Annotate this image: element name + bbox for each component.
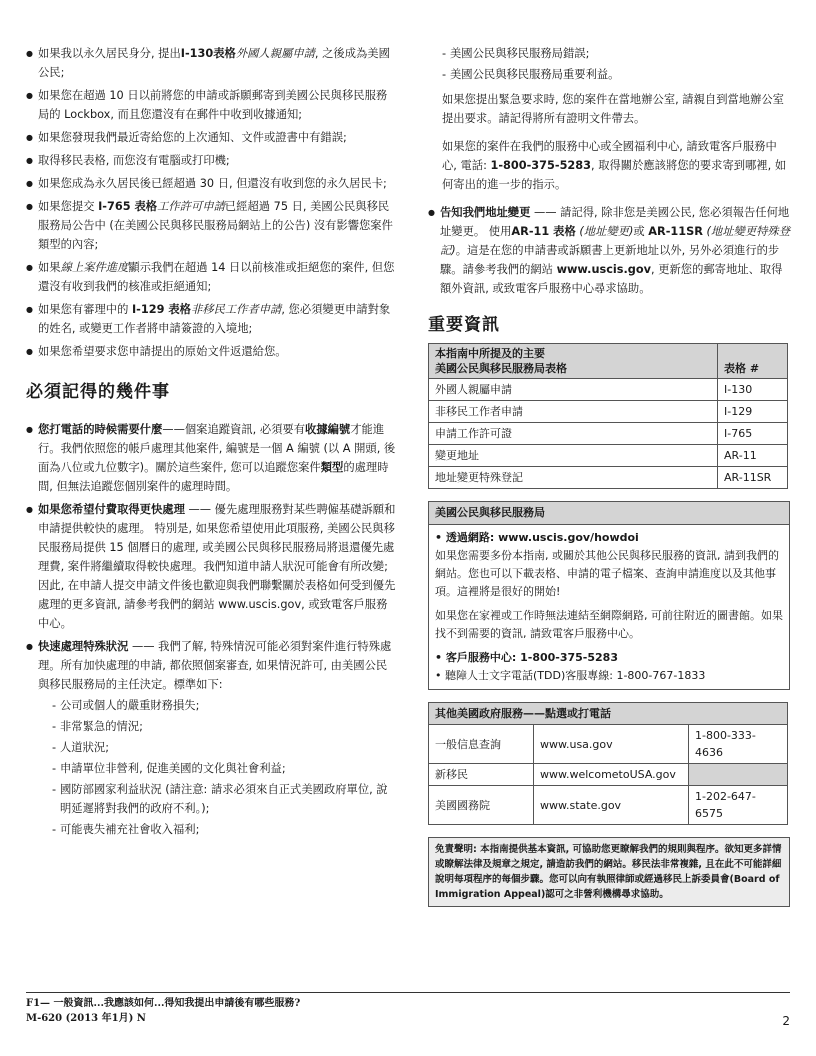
table-row: 美國國務院 www.state.gov 1-202-647-6575 — [429, 786, 788, 825]
table-row: 外國人親屬申請 I-130 — [429, 379, 788, 401]
list-item: ● 如果您希望要求您申請提出的原始文件返還給您。 — [26, 342, 398, 361]
uscis-box-paragraph: 如果您在家裡或工作時無法連結至網際網路, 可前往附近的圖書館。如果找不到需要的資訊, 請致電客戶服務中心。 — [435, 609, 783, 640]
footer-title: F1— 一般資訊...我應該如何...得知我提出申請後有哪些服務? — [26, 998, 301, 1009]
section-heading-important: 重要資訊 — [428, 315, 500, 335]
disclaimer-box: 免責聲明: 本指南提供基本資訊, 可協助您更瞭解我們的規則與程序。欲知更多詳情或瞭解法律及規章之規定, 請造訪我們的網站。移民法非常複雜, 且在此不可能詳細說明每項程序的每個步驟。您可以向有執照律師或經過移民上訴委員會(Board of Immigration Appeal)認可之非營利機構尋求協助。 — [428, 837, 790, 907]
right-column — [428, 44, 790, 907]
page-footer — [26, 996, 300, 1026]
criteria-item: - 國防部國家利益狀況 (請注意: 請求必須來自正式美國政府單位, 說明延遲將對我們的政府不利。); — [52, 780, 398, 818]
criteria-item: - 人道狀況; — [52, 738, 398, 757]
left-column — [26, 44, 398, 843]
list-item: ● 如果您有審理中的 I-129 表格非移民工作者申請, 您必須變更申請對象的姓名, 或變更工作者將申請簽證的入境地; — [26, 300, 398, 338]
table-row: 申請工作許可證 I-765 — [429, 423, 788, 445]
table-row: 非移民工作者申請 I-129 — [429, 401, 788, 423]
section-heading-remember: 必須記得的幾件事 — [26, 382, 170, 402]
criteria-item: - 美國公民與移民服務局重要利益。 — [442, 65, 790, 84]
remember-list — [26, 420, 398, 839]
customer-service-line: • 客戶服務中心: 1-800-375-5283 — [435, 651, 618, 664]
forms-table-header-name: 本指南中所提及的主要 美國公民與移民服務局表格 — [429, 344, 718, 379]
list-item: ● 如果我以永久居民身分, 提出I-130表格外國人親屬申請, 之後成為美國公民; — [26, 44, 398, 82]
gov-web-link[interactable]: www.welcometoUSA.gov — [534, 764, 689, 786]
criteria-item: - 美國公民與移民服務局錯誤; — [442, 44, 790, 63]
gov-web-link[interactable]: www.usa.gov — [534, 725, 689, 764]
uscis-contact-box — [428, 501, 790, 690]
gov-services-table — [428, 702, 788, 825]
uscis-box-paragraph: 如果您需要多份本指南, 或關於其他公民與移民服務的資訊, 請到我們的網站。您也可以下載表格、申請的電子檔案、查詢申請進度以及其他事項。這裡將是很好的開始! — [435, 549, 779, 598]
list-item: ● 取得移民表格, 而您沒有電腦或打印機; — [26, 151, 398, 170]
criteria-item: - 公司或個人的嚴重財務損失; — [52, 696, 398, 715]
criteria-item: - 可能喪失補充社會收入福利; — [52, 820, 398, 839]
table-row: 變更地址 AR-11 — [429, 445, 788, 467]
intro-list — [26, 44, 398, 361]
service-center-paragraph: 如果您的案件在我們的服務中心或全國福利中心, 請致電客戶服務中心, 電話: 1-800-375-5283, 取得關於應該將您的要求寄到哪裡, 如何寄出的進一步的指示。 — [442, 140, 787, 191]
uscis-box-title: 美國公民與移民服務局 — [429, 502, 789, 525]
gov-table-title: 其他美國政府服務——點選或打電話 — [429, 703, 788, 725]
forms-table — [428, 343, 788, 489]
uscis-web-line[interactable]: • 透過網路: www.uscis.gov/howdoi — [435, 531, 639, 544]
table-row: 一般信息查詢 www.usa.gov 1-800-333-4636 — [429, 725, 788, 764]
table-row: 新移民 www.welcometoUSA.gov — [429, 764, 788, 786]
criteria-list — [38, 696, 398, 839]
list-item: ● 如果您發現我們最近寄給您的上次通知、文件或證書中有錯誤; — [26, 128, 398, 147]
list-item: ● 如果您提交 I-765 表格工作許可申請已經超過 75 日, 美國公民與移民服務局公告中 (在美國公民與移民服務局網站上的公告) 沒有影響您案件類型的內容; — [26, 197, 398, 254]
forms-table-header-number: 表格 # — [718, 344, 788, 379]
gov-web-link[interactable]: www.state.gov — [534, 786, 689, 825]
list-item: ● 如果線上案件進度顯示我們在超過 14 日以前核准或拒絕您的案件, 但您還沒有收到我們的核准或拒絕通知; — [26, 258, 398, 296]
list-item-address-change: ● 告知我們地址變更 —— 請記得, 除非您是美國公民, 您必須報告任何地址變更。 使用AR-11 表格 (地址變更)或 AR-11SR (地址變更特殊登記)。這是在您的申請書或訴願書上更新地址以外, 另外必須進行的步驟。請參考我們的網站 www.uscis.gov, 更新您的郵寄地址、取得額外資訊, 或致電客戶服務中心尋求協助。 — [428, 203, 790, 298]
uscis-website-link[interactable]: www.uscis.gov — [556, 263, 652, 276]
local-office-paragraph: 如果您提出緊急要求時, 您的案件在當地辦公室, 請親自到當地辦公室提出要求。請記得將所有證明文件帶去。 — [442, 93, 784, 125]
list-item-expedite: ● 快速處理特殊狀況 —— 我們了解, 特殊情況可能必須對案件進行特殊處理。所有加快處理的申請, 都依照個案審查, 如果情況許可, 由美國公民與移民服務局的主任決定。標準如下: - 公司或個人的嚴重財務損失; - 非常緊急的情況; - 人道狀況; - 申請單位非營利, 促進美國的文化與社會利益; - 國防部國家利益狀況 (請注意: 請求必須來自正式美國政府單位, 說明延遲將對我們的政府不利。); - 可能喪失補充社會收入福利; — [26, 637, 398, 839]
criteria-list-continued — [428, 44, 790, 84]
page-number: 2 — [782, 1014, 790, 1028]
footer-form-number: M-620 (2013 年1月) N — [26, 1013, 146, 1024]
list-item: ● 如果您成為永久居民後已經超過 30 日, 但還沒有收到您的永久居民卡; — [26, 174, 398, 193]
address-change-list — [428, 203, 790, 298]
criteria-item: - 申請單位非營利, 促進美國的文化與社會利益; — [52, 759, 398, 778]
list-item-phone: ● 您打電話的時候需要什麼——個案追蹤資訊, 必須要有收據編號才能進行。我們依照您的帳戶處理其他案件, 編號是一個 A 編號 (以 A 開頭, 後面為八位或九位數字)。關於這些案件, 您可以追蹤您案件類型的處理時間, 但無法追蹤您個別案件的處理時間。 — [26, 420, 398, 496]
criteria-item: - 非常緊急的情況; — [52, 717, 398, 736]
table-row: 地址變更特殊登記 AR-11SR — [429, 467, 788, 489]
footer-divider — [26, 992, 790, 993]
list-item-premium: ● 如果您希望付費取得更快處理 —— 優先處理服務對某些聘僱基礎訴願和申請提供較快的處理。 特別是, 如果您希望使用此項服務, 美國公民與移民服務局提供 15 個曆日的處理, 或美國公民與移民服務局將退還優先處理費, 案件將繼續取得較快處理。我們知道申請人狀況可能會有所改變; 因此, 在申請人提交申請文件後也歡迎與我們聯繫關於表格如何受到優先處理的更多資訊, 請參考我們的網站 www.uscis.gov, 或致電客戶服務中心。 — [26, 500, 398, 633]
list-item: ● 如果您在超過 10 日以前將您的申請或訴願郵寄到美國公民與移民服務局的 Lockbox, 而且您還沒有在郵件中收到收據通知; — [26, 86, 398, 124]
tdd-line: • 聽障人士文字電話(TDD)客服專線: 1-800-767-1833 — [435, 669, 706, 682]
